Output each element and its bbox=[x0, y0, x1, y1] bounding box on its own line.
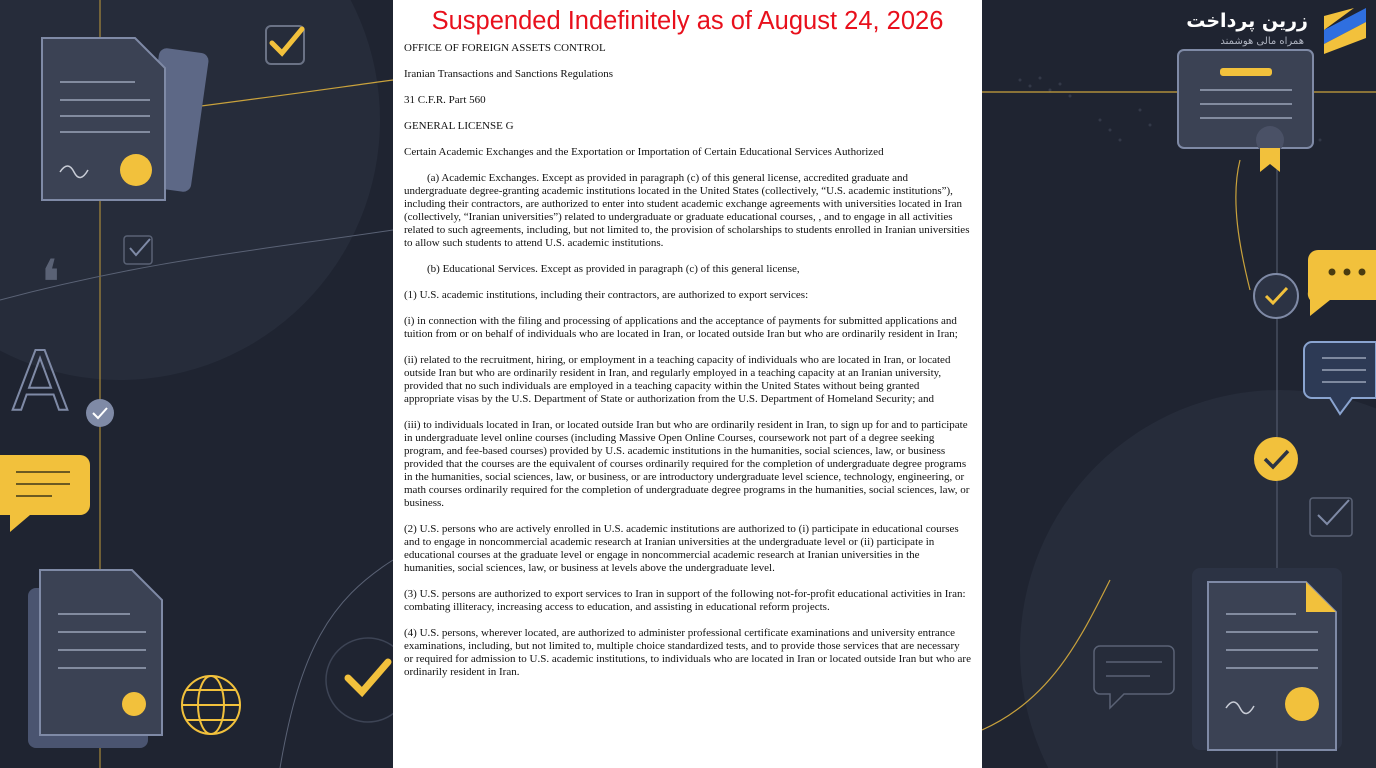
license-subject: Certain Academic Exchanges and the Exportation or Importation of Certain Educational Services Authorized bbox=[404, 146, 884, 158]
logo-name: زرین پرداخت bbox=[1186, 10, 1308, 32]
cfr-reference: 31 C.F.R. Part 560 bbox=[404, 94, 486, 106]
paragraph-b1-i: (i) in connection with the filing and processing of applications and the acceptance of payments for submitted applications and tuition from or on behalf of individuals who are located in Iran, or located outside Iran but who are ordinarily resident in Iran; bbox=[404, 315, 958, 340]
logo-mark-icon bbox=[1324, 8, 1366, 54]
paragraph-b4: (4) U.S. persons, wherever located, are authorized to administer professional certificate examinations and university entrance examinations, including, but not limited to, multiple choice standardized tests, and to provide those services that are necessary or required for admission to U.S. academic institutions, to individuals who are located in Iran or located outside Iran but who are ordinarily resident in Iran. bbox=[404, 627, 971, 678]
paragraph-b1: (1) U.S. academic institutions, including their contractors, are authorized to export services: bbox=[404, 289, 809, 301]
brand-logo bbox=[1186, 6, 1366, 54]
agency-heading: OFFICE OF FOREIGN ASSETS CONTROL bbox=[404, 42, 606, 54]
logo-tagline: همراه مالی هوشمند bbox=[1220, 36, 1304, 47]
regulations-heading: Iranian Transactions and Sanctions Regulations bbox=[404, 68, 613, 80]
document-page bbox=[393, 0, 982, 768]
paragraph-a: (a) Academic Exchanges. Except as provided in paragraph (c) of this general license, accredited graduate and undergraduate degree-granting academic institutions located in the United States (collectively, “U.S. academic institutions”), including their contractors, are authorized to enter into student academic exchange agreements with universities located in Iran (collectively, “Iranian universities”) related to undergraduate or graduate educational courses, , and to engage in all activities related to such agreements, including, but not limited to, the provision of scholarships to students enrolled in Iranian universities to allow such students to attend U.S. academic institutions. bbox=[404, 172, 970, 249]
license-title: GENERAL LICENSE G bbox=[404, 120, 514, 132]
paragraph-b1-ii: (ii) related to the recruitment, hiring, or employment in a teaching capacity of individuals who are located in Iran, or located outside Iran but who are ordinarily resident in Iran, and regularly employed in a teaching capacity at an Iranian university, provided that no such individuals are employed in a teaching capacity within the United States without being granted appropriate visas by the U.S. Department of State or authorization from the U.S. Department of Homeland Security; and bbox=[404, 354, 951, 405]
paragraph-b3: (3) U.S. persons are authorized to export services to Iran in support of the following not-for-profit educational activities in Iran: combating illiteracy, increasing access to education, and assisting in educational reform projects. bbox=[404, 588, 966, 613]
svg-text:A: A bbox=[12, 335, 69, 430]
paragraph-b: (b) Educational Services. Except as provided in paragraph (c) of this general license, bbox=[427, 263, 800, 275]
suspension-banner: Suspended Indefinitely as of August 24, 2026 bbox=[431, 7, 944, 35]
svg-text:❛: ❛ bbox=[40, 247, 61, 321]
paragraph-b2: (2) U.S. persons who are actively enrolled in U.S. academic institutions are authorized to (i) participate in educational courses and to engage in noncommercial academic research at Iranian universities at the undergraduate level or (ii) participate in educational courses at the graduate level or engage in noncommercial academic research at Iranian universities in the humanities, social sciences, law, or business at levels above the undergraduate level. bbox=[404, 523, 959, 574]
document-illustration-icon bbox=[42, 38, 209, 200]
paragraph-b1-iii: (iii) to individuals located in Iran, or located outside Iran but who are ordinarily resident in Iran, to sign up for and to participate in undergraduate level online courses (including Massive Open Online Courses, coursework not part of a degree seeking program, and fee-based courses) provided by U.S. academic institutions in the humanities, social sciences, law, or business provided that the courses are the equivalent of courses ordinarily required for the completion of undergraduate degree programs in the humanities, social sciences, law, or business, or are introductory undergraduate level science, technology, engineering, or math courses ordinarily required for the completion of undergraduate degree programs in the humanities, social sciences, law, or business. bbox=[404, 419, 970, 509]
